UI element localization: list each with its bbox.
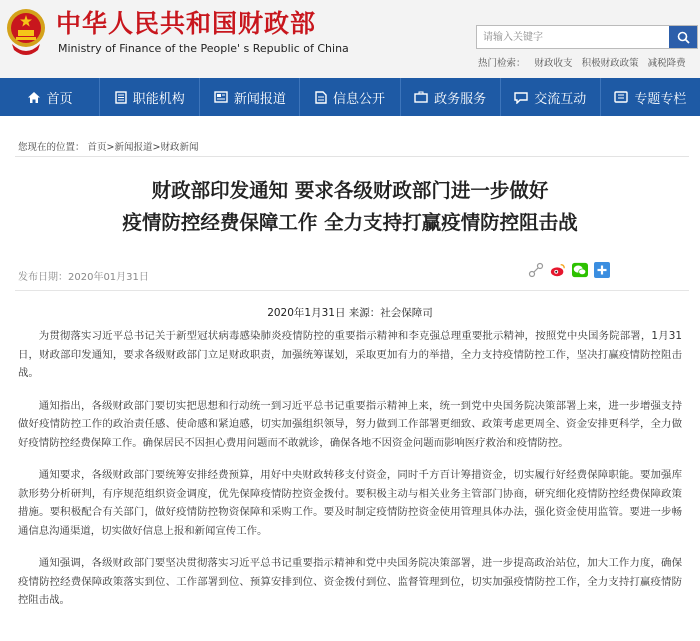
nav-item-label: 首页 — [46, 91, 73, 107]
article-title-line: 财政部印发通知 要求各级财政部门进一步做好 — [151, 179, 549, 202]
site-header — [0, 0, 700, 78]
publish-date: 发布日期：2020年01月31日 — [18, 272, 149, 283]
service-icon — [414, 91, 428, 103]
more-share-icon[interactable] — [594, 262, 610, 278]
article-paragraph: 为贯彻落实习近平总书记关于新型冠状病毒感染肺炎疫情防控的重要指示精神和李克强总理重要批示精神，按照党中央国务院部署，1月31日，财政部印发通知，要求各级财政部门立足财政职责，加强统筹谋划，采取更加有力的举措，全力支持疫情防控工作，坚决打赢疫情防控阻击战。 — [18, 330, 682, 379]
nav-item-home[interactable] — [0, 78, 100, 116]
nav-item-label: 政务服务 — [434, 91, 487, 107]
hot-search-link[interactable]: 财政收支 — [534, 58, 573, 69]
nav-item-label: 交流互动 — [534, 91, 587, 107]
divider — [15, 156, 689, 157]
nav-item-label: 专题专栏 — [634, 91, 687, 107]
article-body — [18, 327, 682, 624]
main-nav — [0, 78, 700, 116]
search-box — [476, 25, 698, 49]
nav-item-label: 新闻报道 — [233, 91, 286, 107]
article-source: 2020年1月31日 来源：社会保障司 — [267, 307, 433, 319]
topic-icon — [614, 91, 628, 103]
nav-item-info-disclosure[interactable] — [300, 78, 400, 116]
nav-item-news[interactable] — [200, 78, 300, 116]
hot-search-link[interactable]: 积极财政政策 — [581, 58, 639, 69]
article-paragraph: 通知强调，各级财政部门要坚决贯彻落实习近平总书记重要指示精神和党中央国务院决策部署，进一步提高政治站位，加大工作力度，确保疫情防控经费保障政策落实到位、工作部署到位、预算安排到位、资金拨付到位、监督管理到位，切实加强疫情防控工作，全力支持打赢疫情防控阻击战。 — [18, 557, 682, 606]
search-button[interactable] — [669, 26, 697, 48]
nav-item-label: 职能机构 — [132, 91, 185, 107]
search-input[interactable] — [477, 26, 679, 48]
nav-item-topics[interactable] — [601, 78, 700, 116]
article-paragraph: 通知指出，各级财政部门要切实把思想和行动统一到习近平总书记重要指示精神上来，统一到党中央国务院决策部署上来，进一步增强支持做好疫情防控工作的政治责任感、使命感和紧迫感，切实加强组织领导，努力做到工作部署更细致、政策考虑更周全、资金安排更科学，全力做好疫情防控经费保障工作。确保居民不因担心费用问题而不敢就诊，确保各地不因资金问题而影响医疗救治和疫情防控。 — [18, 399, 682, 449]
wechat-icon[interactable] — [572, 262, 588, 278]
org-icon — [115, 91, 127, 104]
hot-search-link[interactable]: 减税降费 — [647, 58, 686, 69]
weibo-icon[interactable] — [550, 262, 566, 278]
national-emblem-icon — [6, 6, 46, 58]
chat-icon — [514, 91, 528, 104]
share-bar — [528, 262, 610, 278]
nav-item-services[interactable] — [401, 78, 501, 116]
breadcrumb[interactable]: 您现在的位置： 首页>新闻报道>财政新闻 — [18, 142, 199, 153]
article-paragraph: 通知要求，各级财政部门要统筹安排经费预算，用好中央财政转移支付资金，同时千方百计筹措资金，切实履行好经费保障职能。要加强库款形势分析研判，有序规范组织资金调度，优先保障疫情防控资金拨付。要积极主动与相关业务主管部门协商，研究细化疫情防控经费保障政策措施。要积极配合有关部门，做好疫情防控物资保障和采购工作。要及时制定疫情防控资金使用管理具体办法，强化资金使用监管。要进一步畅通信息沟通渠道，切实做好信息上报和新闻宣传工作。 — [18, 469, 682, 537]
site-logo-title[interactable]: 中华人民共和国财政部 — [56, 9, 317, 38]
nav-item-functions[interactable] — [100, 78, 200, 116]
article-title — [0, 175, 700, 239]
share-link-icon[interactable] — [528, 262, 544, 278]
hot-search — [478, 55, 692, 69]
nav-item-label: 信息公开 — [332, 91, 385, 107]
hot-search-label: 热门检索： — [478, 58, 526, 69]
site-logo-subtitle: Ministry of Finance of the People' s Republic of China — [58, 42, 349, 55]
home-icon — [27, 91, 41, 104]
search-icon — [677, 31, 690, 44]
news-icon — [214, 91, 228, 103]
info-icon — [315, 91, 327, 104]
article-title-line: 疫情防控经费保障工作 全力支持打赢疫情防控阻击战 — [122, 211, 578, 234]
divider — [15, 290, 689, 291]
nav-item-interaction[interactable] — [501, 78, 601, 116]
